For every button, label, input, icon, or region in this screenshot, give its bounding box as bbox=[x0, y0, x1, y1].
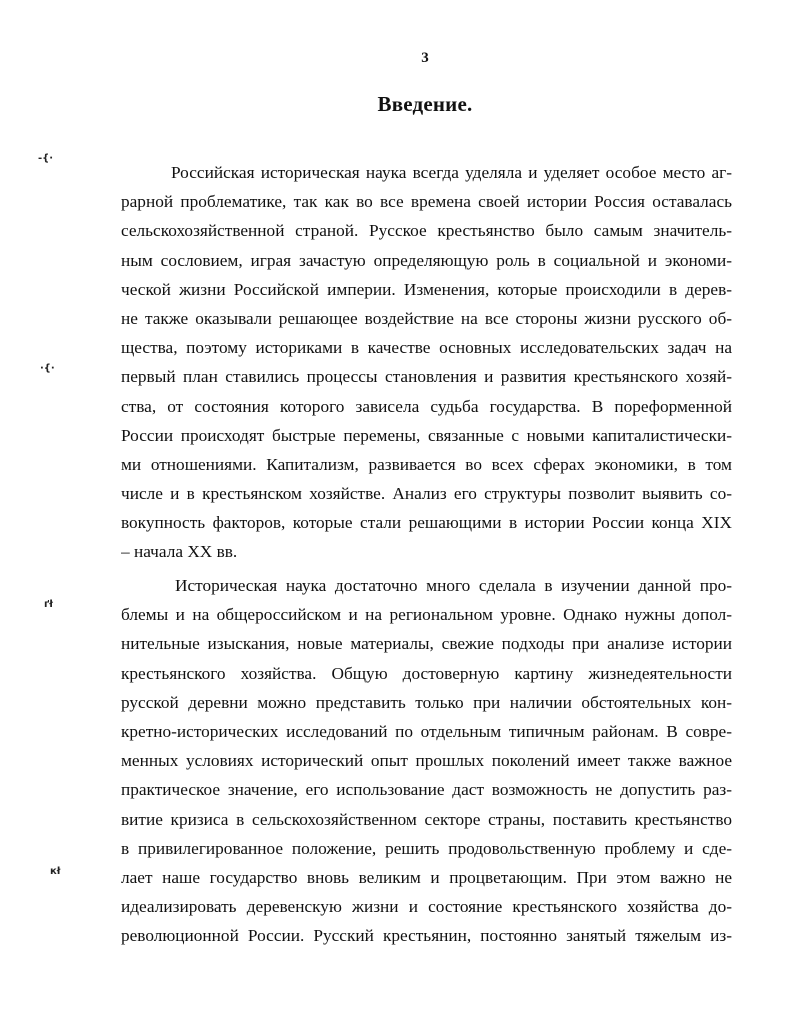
page-title: Введение. bbox=[377, 92, 473, 116]
text-line: числе и в крестьянском хозяйстве. Анализ его структуры позволит выявить со- bbox=[121, 484, 732, 504]
text-line: нительные изыскания, новые материалы, свежие подходы при анализе истории bbox=[121, 634, 732, 654]
text-line: ным сословием, играя зачастую определяющую роль в социальной и экономи- bbox=[121, 250, 732, 270]
text-line: Историческая наука достаточно много сделала в изучении данной про- bbox=[175, 576, 732, 595]
text-line: – начала XX вв. bbox=[121, 542, 238, 562]
text-line: рарной проблематике, так как во все времена своей истории Россия оставалась bbox=[121, 192, 732, 212]
text-line: сельскохозяйственной страной. Русское крестьянство было самым значитель- bbox=[121, 221, 732, 241]
text-line: практическое значение, его использование даст возможность не допустить раз- bbox=[121, 780, 732, 800]
text-line: революционной России. Русский крестьянин, постоянно занятый тяжелым из- bbox=[121, 926, 732, 946]
text-line: идеализировать деревенскую жизни и состояние крестьянского хозяйства до- bbox=[121, 897, 732, 917]
text-line: менных условиях исторический опыт прошлых поколений имеет также важное bbox=[121, 751, 732, 771]
text-line: вокупность факторов, которые стали решающими в истории России конца XIX bbox=[121, 513, 732, 533]
text-line: в привилегированное положение, решить продовольственную проблему и сде- bbox=[121, 838, 732, 858]
text-line: витие кризиса в сельскохозяйственном секторе страны, поставить крестьянство bbox=[121, 809, 732, 829]
margin-mark: -{· bbox=[38, 153, 54, 164]
text-line: не также оказывали решающее воздействие на все стороны жизни русского об- bbox=[121, 308, 732, 328]
text-line: щества, поэтому историками в качестве основных исследовательских задач на bbox=[121, 338, 732, 358]
margin-mark: ·{· bbox=[40, 363, 55, 374]
paragraph-2 bbox=[121, 571, 732, 950]
text-line: ми отношениями. Капитализм, развивается во всех сферах экономики, в том bbox=[121, 454, 732, 474]
text-line: первый план ставились процессы становления и развития крестьянского хозяй- bbox=[121, 367, 732, 387]
paragraph-1 bbox=[121, 158, 732, 567]
text-line: лает наше государство вновь великим и процветающим. При этом важно не bbox=[121, 867, 732, 887]
text-line: русской деревни можно представить только при наличии обстоятельных кон- bbox=[121, 692, 732, 712]
text-line: Российская историческая наука всегда уделяла и уделяет особое место аг- bbox=[171, 163, 732, 182]
text-line: России происходят быстрые перемены, связанные с новыми капиталистически- bbox=[121, 425, 732, 445]
text-line: блемы и на общероссийском и на региональном уровне. Однако нужны допол- bbox=[121, 605, 732, 625]
margin-mark: ґł bbox=[44, 599, 53, 610]
text-line: ства, от состояния которого зависела судьба государства. В пореформенной bbox=[121, 396, 732, 416]
text-line: крестьянского хозяйства. Общую достоверную картину жизнедеятельности bbox=[121, 663, 732, 683]
text-line: ческой жизни Российской империи. Изменения, которые происходили в дерев- bbox=[121, 279, 732, 299]
margin-mark: кł bbox=[50, 866, 61, 877]
page-number: 3 bbox=[421, 50, 429, 66]
text-line: кретно-исторических исследований по отдельным типичным районам. В совре- bbox=[121, 721, 732, 741]
